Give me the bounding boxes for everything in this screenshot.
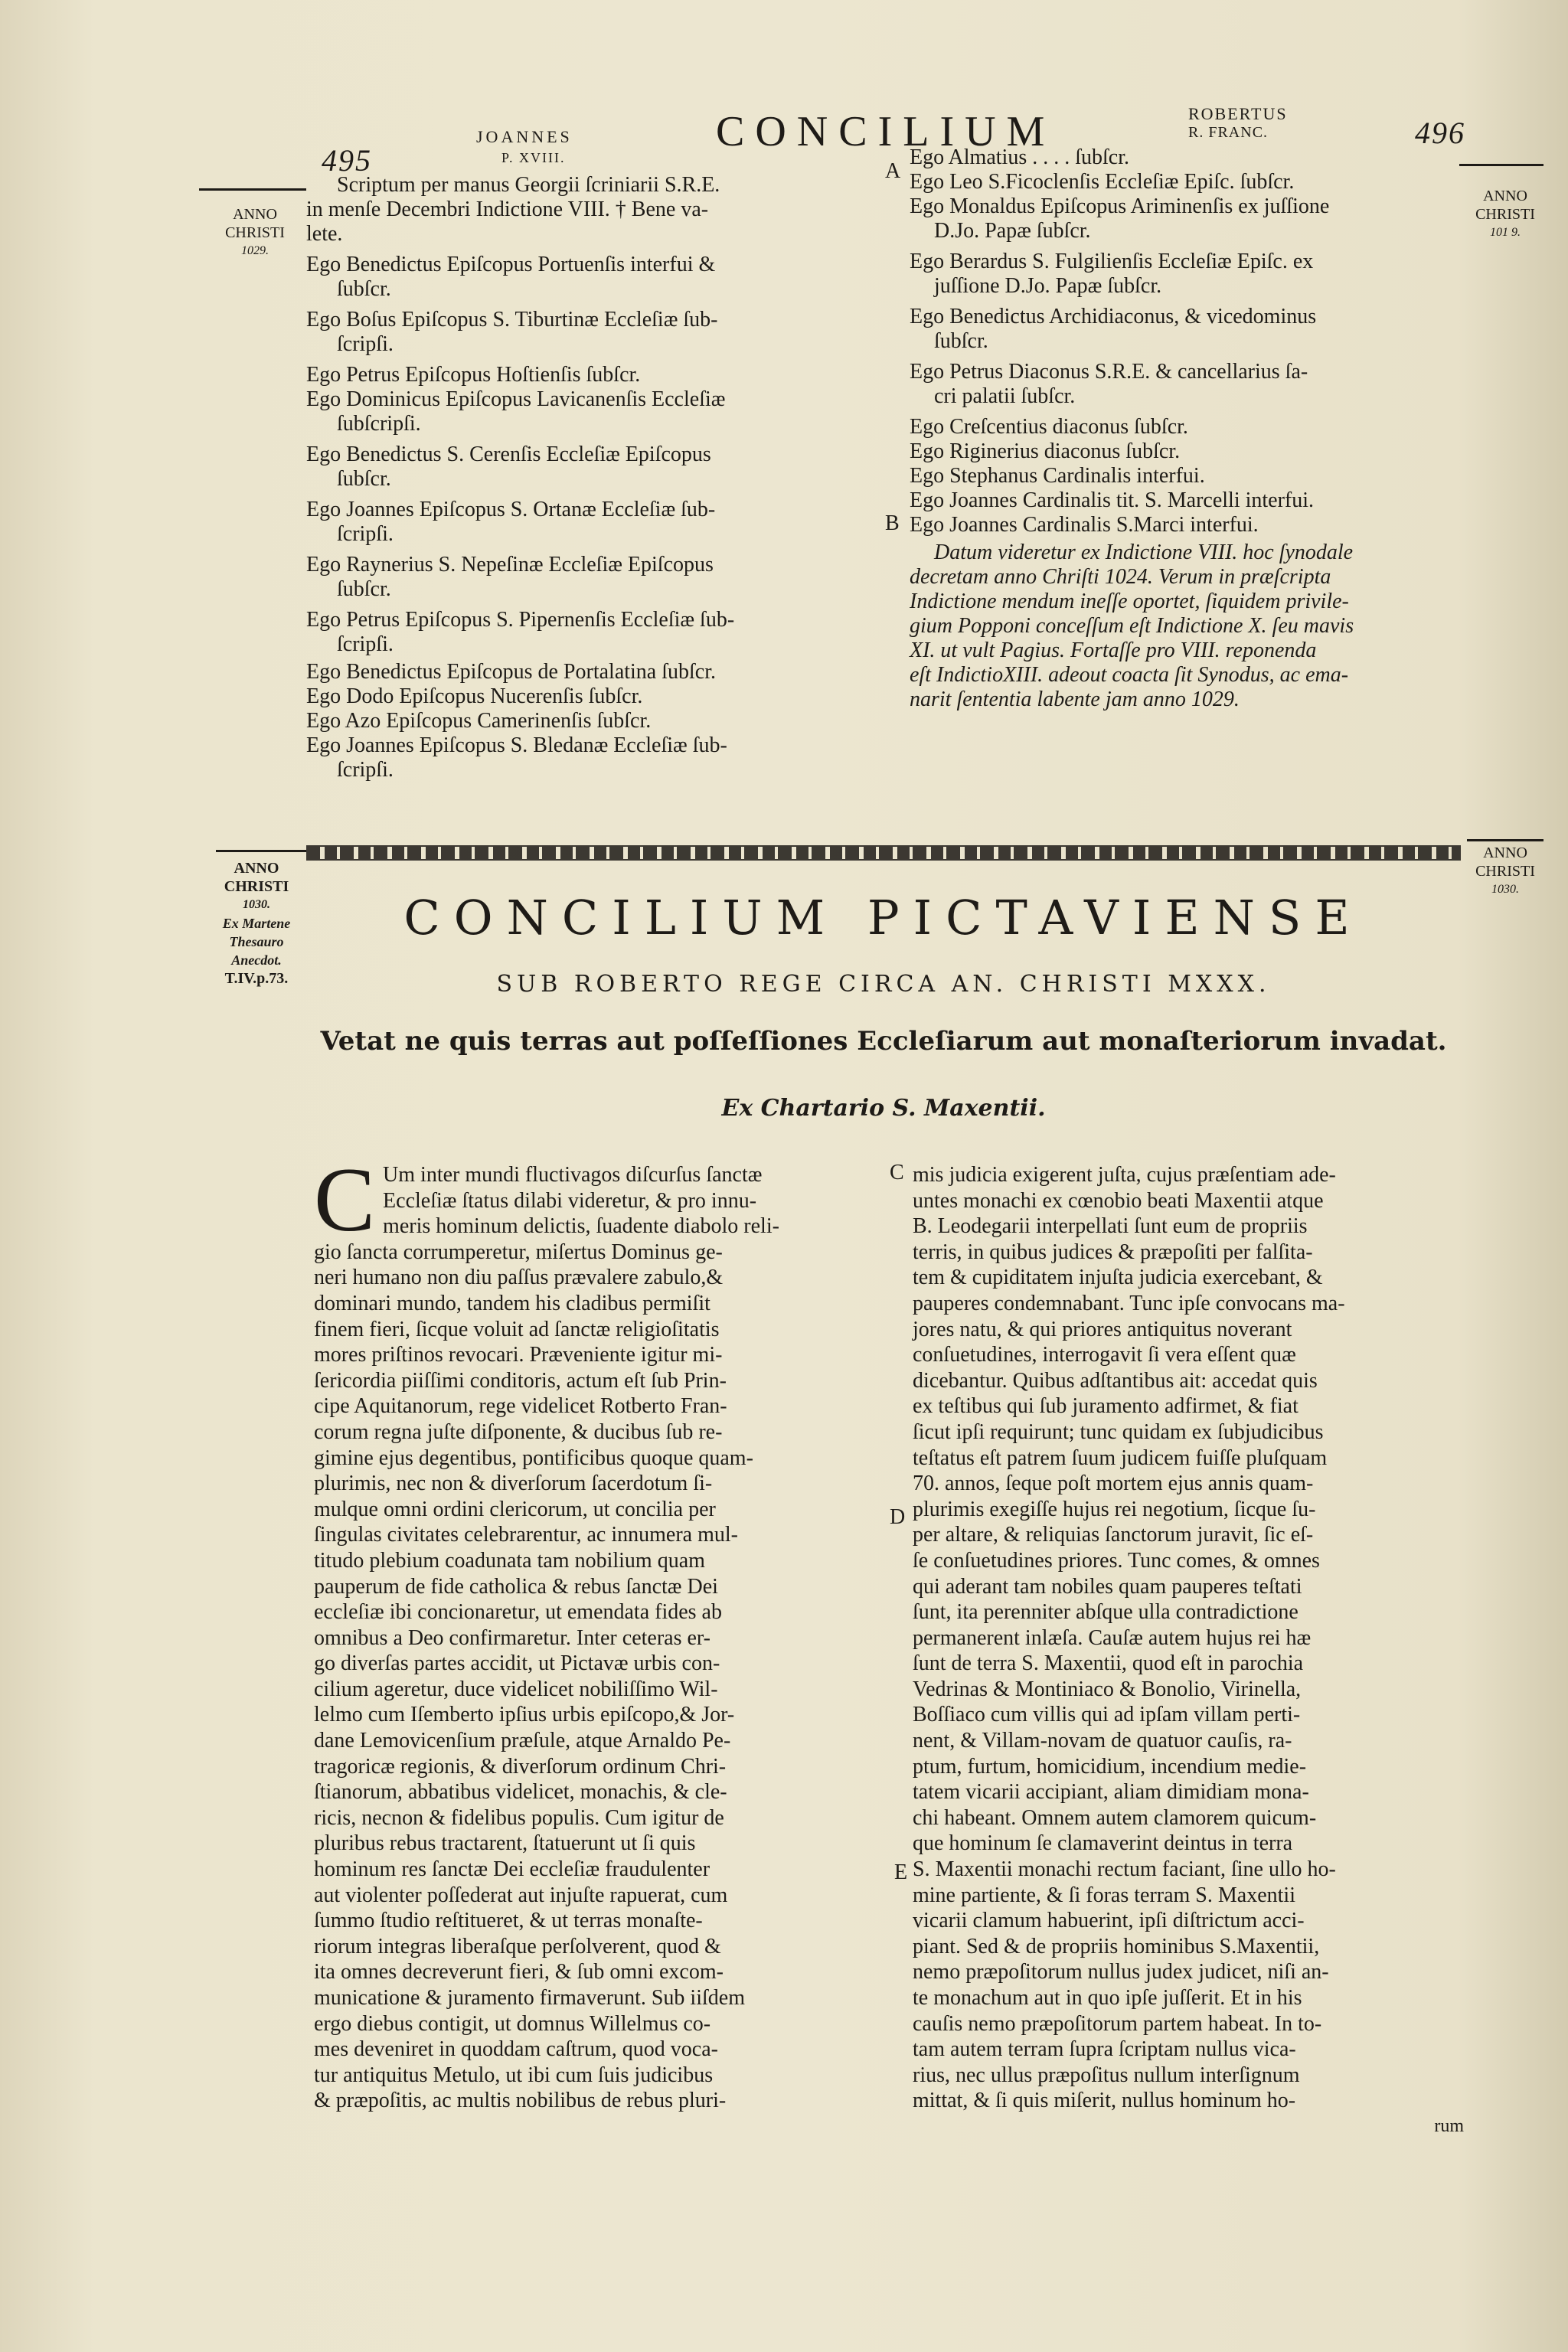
margin-line: Thesauro [229, 934, 284, 949]
margin-note-left-mid [207, 859, 306, 988]
text-line: ricis, necnon & fidelibus populis. Cum igitur de [314, 1805, 724, 1830]
text-line: Ego Almatius . . . . ſubſcr. [910, 145, 1129, 169]
text-line: pauperes condemnabant. Tunc ipſe convocans ma- [913, 1291, 1345, 1315]
section-letter-b: B [885, 511, 900, 535]
text-line: tragoricæ regionis, & diverſorum ordinum Chri- [314, 1754, 727, 1779]
text-line: ſingulas civitates celebrarentur, ac innumera mul- [314, 1523, 738, 1547]
text-line: Ego Creſcentius diaconus ſubſcr. [910, 415, 1188, 439]
margin-line: Anecdot. [231, 952, 282, 968]
text-line: Ego Leo S.Ficoclenſis Eccleſiæ Epiſc. ſubſcr. [910, 170, 1295, 194]
text-line: ſubſcr. [337, 277, 391, 301]
text-line: jores natu, & qui priores antiquitus noverant [913, 1317, 1292, 1341]
margin-line: 1029. [241, 244, 269, 257]
text-line: Ego Azo Epiſcopus Camerinenſis ſubſcr. [306, 709, 652, 733]
text-line: Ego Benedictus Archidiaconus, & vicedominus [910, 305, 1317, 328]
text-line: gium Popponi conceſſum eſt Indictione X. ſeu mavis [910, 614, 1354, 638]
text-line: tur antiquitus Metulo, ut ibi cum ſuis judicibus [314, 2063, 714, 2087]
margin-line: ANNO [1483, 188, 1527, 204]
text-line: in menſe Decembri Indictione VIII. † Bene va- [306, 198, 709, 221]
text-line: hominum res ſanctæ Dei eccleſiæ fraudulenter [314, 1857, 710, 1882]
text-line: ſcripſi. [337, 522, 394, 546]
text-line: plurimis, nec non & diverſorum ſacerdotum ſi- [314, 1472, 713, 1496]
body-right-column [913, 1162, 1464, 2140]
margin-rule-left [199, 188, 306, 191]
margin-rule-right [1459, 164, 1544, 166]
margin-line: CHRISTI [1475, 863, 1535, 880]
section-summary: Vetat ne quis terras aut poſſeſſiones Eccleſiarum aut monaſteriorum invadat. [320, 1026, 1447, 1057]
text-line: mores priſtinos revocari. Præveniente igitur mi- [314, 1343, 723, 1367]
text-line: Um inter mundi fluctivagos diſcurſus ſanctæ [383, 1163, 763, 1187]
text-line: Datum videretur ex Indictione VIII. hoc ſynodale [934, 541, 1354, 564]
text-line: juſſione D.Jo. Papæ ſubſcr. [934, 274, 1162, 298]
text-line: eccleſiæ ibi concionaretur, ut emendata fides ab [314, 1600, 722, 1625]
text-line: mis judicia exigerent juſta, cujus præſentiam ade- [913, 1163, 1336, 1187]
text-line: plurimis exegiſſe hujus rei negotium, ſicque ſu- [913, 1497, 1316, 1521]
text-line: lete. [306, 222, 343, 246]
section-letter-e: E [894, 1860, 908, 1884]
text-line: pluribus rebus tractarent, ſtatuerunt ut ſi quis [314, 1831, 696, 1856]
text-line: mulque omni ordini clericorum, ut concilia per [314, 1497, 716, 1521]
ornamental-divider [306, 845, 1461, 861]
section-source: Ex Chartario S. Maxentii. [721, 1095, 1046, 1122]
text-line: D.Jo. Papæ ſubſcr. [934, 219, 1091, 243]
text-line: que hominum ſe clamaverint deintus in terra [913, 1831, 1293, 1856]
text-line: Indictione mendum ineſſe oportet, ſiquidem privile- [910, 590, 1349, 613]
section-subtitle: SUB ROBERTO REGE CIRCA AN. CHRISTI MXXX. [496, 971, 1271, 998]
text-line: Ego Dodo Epiſcopus Nucerenſis ſubſcr. [306, 684, 643, 708]
text-line: per altare, & reliquias ſanctorum juravit, ſic eſ- [913, 1523, 1314, 1547]
text-line: mine partiente, & ſi foras terram S. Maxentii [913, 1883, 1295, 1907]
text-line: Ego Monaldus Epiſcopus Ariminenſis ex juſſione [910, 194, 1330, 218]
margin-rule-right-mid [1467, 839, 1544, 841]
text-line: Vedrinas & Montiniaco & Bonolio, Virinella, [913, 1677, 1302, 1701]
text-line: ſicut ipſi requirunt; tunc quidam ex ſubjudicibus [913, 1419, 1324, 1444]
text-line: gio ſancta corrumperetur, miſertus Dominus ge- [314, 1240, 723, 1264]
text-line: cauſis nemo præpoſitorum partem habeat. In to- [913, 2011, 1322, 2036]
text-line: meris hominum delictis, ſuadente diabolo reli- [383, 1214, 779, 1239]
section-letter-c: C [890, 1161, 904, 1184]
text-line: terris, in quibus judices & præpoſiti per falſita- [913, 1240, 1313, 1264]
text-line: ſunt, ita perenniter abſque ulla contradictione [913, 1600, 1298, 1625]
text-line: ex teſtibus qui ſub juramento adfirmet, & fiat [913, 1394, 1298, 1419]
page-number-right: 496 [1415, 116, 1465, 150]
text-line: nent, & Villam-novam de quatuor cauſis, ra- [913, 1729, 1292, 1753]
text-line: Ego Benedictus Epiſcopus de Portalatina ſubſcr. [306, 660, 716, 684]
text-line: Ego Petrus Epiſcopus S. Pipernenſis Eccleſiæ ſub- [306, 608, 735, 632]
text-line: Boſſiaco cum villis qui ad ipſam villam perti- [913, 1703, 1301, 1727]
text-line: Scriptum per manus Georgii ſcriniarii S.R.E. [337, 173, 720, 197]
text-line: & præpoſitis, ac multis nobilibus de rebus pluri- [314, 2089, 727, 2113]
text-line: conſuetudines, interrogavit ſi vera eſſent quæ [913, 1343, 1296, 1367]
margin-note-right-mid [1467, 844, 1544, 899]
text-line: decretam anno Chriſti 1024. Verum in præſcripta [910, 565, 1331, 589]
margin-line: 1030. [1491, 883, 1519, 896]
drop-cap: C [314, 1148, 376, 1250]
running-head-right-sub: R. FRANC. [1188, 124, 1269, 141]
text-line: mittat, & ſi quis miſerit, nullus hominum ho- [913, 2089, 1296, 2113]
text-line: Ego Dominicus Epiſcopus Lavicanenſis Eccleſiæ [306, 387, 726, 411]
margin-line: CHRISTI [1475, 206, 1535, 223]
text-line: Ego Petrus Epiſcopus Hoſtienſis ſubſcr. [306, 363, 641, 387]
margin-line: CHRISTI [225, 224, 285, 241]
margin-note-left-top [205, 205, 305, 260]
text-line: tam autem terram ſupra ſcriptam nullus vica- [913, 2037, 1296, 2062]
text-line: cilium ageretur, duce videlicet nobiliſſimo Wil- [314, 1677, 718, 1701]
text-line: Eccleſiæ ſtatus dilabi videretur, & pro innu- [383, 1188, 757, 1213]
dating-note [910, 541, 1461, 712]
text-line: Ego Raynerius S. Nepeſinæ Eccleſiæ Epiſcopus [306, 553, 714, 577]
text-line: Ego Benedictus Epiſcopus Portuenſis interfui & [306, 253, 716, 276]
text-line: Ego Berardus S. Fulgilienſis Eccleſiæ Epiſc. ex [910, 250, 1314, 273]
text-line: qui aderant tam nobiles quam pauperes teſtati [913, 1574, 1302, 1599]
text-line: mes deveniret in quoddam caſtrum, quod voca- [314, 2037, 718, 2062]
text-line: gimine ejus degentibus, pontificibus quoque quam- [314, 1446, 753, 1470]
text-line: te monachum aut in quo ipſe juſſerit. Et in his [913, 1986, 1302, 2010]
text-line: ſcripſi. [337, 758, 394, 782]
text-line: permanerent inlæſa. Cauſæ autem hujus rei hæ [913, 1625, 1312, 1650]
margin-line: 1030. [243, 898, 270, 911]
signatures-right-column [910, 145, 1461, 712]
text-line: ſummo ſtudio reſtitueret, & ut terras monaſte- [314, 1909, 703, 1933]
margin-line: Ex Martene [222, 916, 291, 931]
text-line: tem & cupiditatem injuſta judicia exercebant, & [913, 1266, 1323, 1290]
text-line: 70. annos, ſeque poſt mortem ejus annis quam- [913, 1472, 1314, 1496]
text-line: narit ſententia labente jam anno 1029. [910, 688, 1240, 711]
signatures-left-column [306, 173, 880, 782]
text-line: cipe Aquitanorum, rege videlicet Rotberto Fran- [314, 1394, 727, 1419]
text-line: ſubſcr. [337, 467, 391, 491]
margin-line: ANNO [1483, 844, 1527, 861]
text-line: dane Lemovicenſium præſule, atque Arnaldo Pe- [314, 1729, 731, 1753]
text-line: ſubſcr. [934, 329, 988, 353]
text-line: ſcripſi. [337, 332, 394, 356]
text-line: ſunt de terra S. Maxentii, quod eſt in parochia [913, 1651, 1304, 1676]
text-line: vicarii clamum habuerint, ipſi diſtrictum acci- [913, 1909, 1305, 1933]
text-line: Ego Joannes Epiſcopus S. Ortanæ Eccleſiæ ſub- [306, 498, 716, 521]
running-head-left: JOANNES [476, 127, 573, 146]
section-title: CONCILIUM PICTAVIENSE [403, 890, 1364, 946]
text-line: Ego Joannes Cardinalis tit. S. Marcelli interfui. [910, 488, 1315, 512]
text-line: lelmo cum Iſemberto ipſius urbis epiſcopo,& Jor- [314, 1703, 735, 1727]
text-line: go diverſas partes accidit, ut Pictavæ urbis con- [314, 1651, 720, 1676]
text-line: Ego Riginerius diaconus ſubſcr. [910, 439, 1181, 463]
text-line: titudo plebium coadunata tam nobilium quam [314, 1548, 705, 1573]
body-left-column [314, 1148, 896, 2114]
text-line: ita omnes decreverunt fieri, & ſub omni excom- [314, 1960, 724, 1984]
text-line: Ego Stephanus Cardinalis interfui. [910, 464, 1205, 488]
page-number-left: 495 [322, 143, 372, 178]
text-line: aut violenter poſſederat aut injuſte rapuerat, cum [314, 1883, 728, 1907]
section-letter-a: A [885, 159, 901, 183]
text-line: municatione & juramento firmaverunt. Sub iiſdem [314, 1986, 745, 2010]
margin-line: ANNO [233, 206, 277, 223]
catchword: rum [1434, 2115, 1464, 2136]
text-line: ſe conſuetudines priores. Tunc comes, & omnes [913, 1548, 1320, 1573]
text-line: riorum integras liberaſque perſolverent, quod & [314, 1934, 721, 1958]
text-line: S. Maxentii monachi rectum faciant, ſine ullo ho- [913, 1857, 1336, 1882]
text-line: tatem vicarii accipiant, aliam dimidiam mona- [913, 1780, 1309, 1805]
margin-line: ANNO [234, 860, 279, 877]
margin-line: 101 9. [1490, 226, 1521, 239]
text-line: ptum, furtum, homicidium, incendium medie- [913, 1754, 1307, 1779]
page-title: CONCILIUM [716, 108, 1056, 155]
text-line: rius, nec ullus præpoſitus nullum interſignum [913, 2063, 1300, 2087]
text-line: ſcripſi. [337, 632, 394, 656]
text-line: Ego Petrus Diaconus S.R.E. & cancellarius ſa- [910, 360, 1308, 384]
margin-rule-left-mid [216, 850, 306, 852]
text-line: nemo præpoſitorum nullus judex judicet, niſi an- [913, 1960, 1329, 1984]
text-line: Ego Benedictus S. Cerenſis Eccleſiæ Epiſcopus [306, 443, 711, 466]
margin-line: T.IV.p.73. [224, 970, 289, 987]
text-line: dominari mundo, tandem his cladibus permiſit [314, 1291, 710, 1315]
text-line: Ego Joannes Cardinalis S.Marci interfui. [910, 513, 1259, 537]
text-line: omnibus a Deo confirmaretur. Inter ceteras er- [314, 1625, 710, 1650]
text-line: untes monachi ex cœnobio beati Maxentii atque [913, 1188, 1324, 1213]
running-head-left-sub: P. XVIII. [501, 150, 566, 165]
section-letter-d: D [890, 1505, 906, 1529]
text-line: ſubſcripſi. [337, 412, 421, 436]
text-line: corum regna juſte diſponente, & ducibus ſub re- [314, 1419, 723, 1444]
text-line: piant. Sed & de propriis hominibus S.Maxentii, [913, 1934, 1320, 1958]
text-line: Ego Boſus Epiſcopus S. Tiburtinæ Eccleſiæ ſub- [306, 308, 718, 332]
margin-line: CHRISTI [224, 878, 289, 895]
text-line: teſtatus eſt patrem ſuum judicem fuiſſe pluſquam [913, 1446, 1328, 1470]
text-line: cri palatii ſubſcr. [934, 384, 1076, 408]
margin-note-right-top [1467, 187, 1544, 242]
text-line: ſtianorum, abbatibus videlicet, monachis, & cle- [314, 1780, 727, 1805]
text-line: finem fieri, ſicque voluit ad ſanctæ religioſitatis [314, 1317, 720, 1341]
text-line: ſericordia piiſſimi conditoris, actum eſt ſub Prin- [314, 1368, 727, 1393]
text-line: ſubſcr. [337, 577, 391, 601]
text-line: pauperum de fide catholica & rebus ſanctæ Dei [314, 1574, 718, 1599]
text-line: B. Leodegarii interpellati ſunt eum de propriis [913, 1214, 1308, 1239]
text-line: Ego Joannes Epiſcopus S. Bledanæ Eccleſiæ ſub- [306, 733, 727, 757]
text-line: eſt IndictioXIII. adeout coacta ſit Synodus, ac ema- [910, 663, 1349, 687]
running-head-right: ROBERTUS [1188, 104, 1288, 123]
text-line: neri humano non diu paſſus prævalere zabulo,& [314, 1266, 724, 1290]
text-line: dicebantur. Quibus adſtantibus ait: accedat quis [913, 1368, 1318, 1393]
text-line: ergo diebus contigit, ut domnus Willelmus co- [314, 2011, 711, 2036]
text-line: XI. ut vult Pagius. Fortaſſe pro VIII. reponenda [910, 639, 1317, 662]
text-line: chi habeant. Omnem autem clamorem quicum- [913, 1805, 1317, 1830]
